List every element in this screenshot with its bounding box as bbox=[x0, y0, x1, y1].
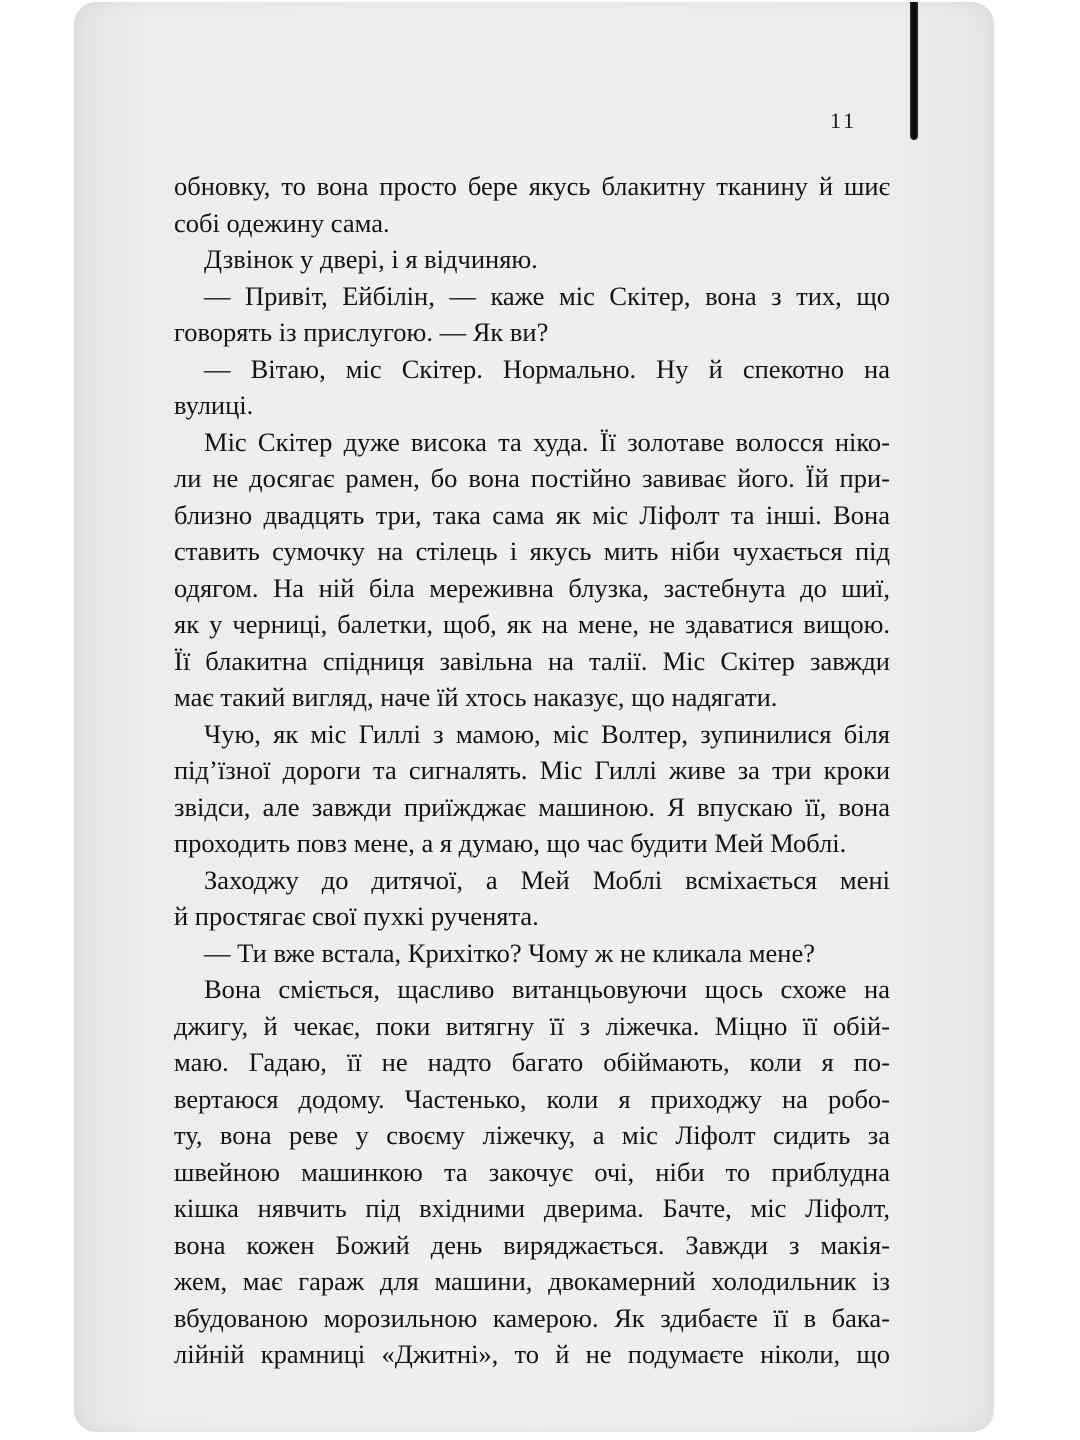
text-line: — Привіт, Ейбілін, — каже міс Скітер, вона з тих, що bbox=[204, 280, 890, 311]
text-line: Її блакитна спідниця завільна на талії. Міс Скітер завжди bbox=[174, 645, 890, 676]
text-line: ставить сумочку на стілець і якусь мить ніби чухається під bbox=[174, 536, 890, 566]
text-line: джигу, й чекає, поки витягну її з ліжечка. Міцно її обій- bbox=[174, 1010, 890, 1041]
page-number: 11 bbox=[830, 108, 858, 133]
text-line: жем, має гараж для машини, двокамерний холодильник із bbox=[174, 1266, 890, 1296]
text-line: як у черниці, балетки, щоб, як на мене, не здаватися вищою. bbox=[174, 609, 890, 639]
book-page bbox=[74, 2, 994, 1432]
text-line: швейною машинкою та закочує очі, ніби то приблудна bbox=[174, 1156, 890, 1187]
text-line: ли не досягає рамен, бо вона постійно завиває його. Їй при- bbox=[174, 463, 890, 493]
body-text bbox=[174, 168, 890, 1373]
text-line: обновку, то вона просто бере якусь блакитну тканину й шиє bbox=[174, 171, 890, 201]
text-line: вертаюся додому. Частенько, коли я приходжу на робо- bbox=[174, 1083, 890, 1114]
text-line: говорять із прислугою. — Як ви? bbox=[174, 317, 549, 347]
bookmark-ribbon bbox=[910, 2, 918, 140]
text-line: Чую, як міс Гиллі з мамою, міс Волтер, зупинилися біля bbox=[204, 718, 890, 749]
text-line: й простягає свої пухкі рученята. bbox=[174, 901, 539, 931]
text-line: лійній крамниці «Джитні», то й не подумаєте ніколи, що bbox=[174, 1339, 890, 1369]
text-line: маю. Гадаю, її не надто багато обіймають, коли я по- bbox=[174, 1047, 890, 1077]
text-line: одягом. На ній біла мереживна блузка, застебнута до шиї, bbox=[174, 572, 890, 603]
text-line: собі одежину сама. bbox=[174, 207, 390, 238]
text-line: має такий вигляд, наче їй хтось наказує, що надягати. bbox=[174, 682, 778, 712]
text-line: ту, вона реве у своєму ліжечку, а міс Ліфолт сидить за bbox=[174, 1120, 890, 1150]
text-line: близно двадцять три, така сама як міс Ліфолт та інші. Вона bbox=[174, 499, 890, 530]
text-line: Заходжу до дитячої, а Мей Моблі всміхається мені bbox=[204, 864, 890, 895]
text-line: вона кожен Божий день виряджається. Завжди з макія- bbox=[174, 1229, 890, 1260]
text-line: — Ти вже встала, Крихітко? Чому ж не кликала мене? bbox=[204, 937, 815, 968]
text-line: Вона сміється, щасливо витанцьовуючи щось схоже на bbox=[204, 974, 890, 1004]
text-line: Міс Скітер дуже висока та худа. Її золотаве волосся ніко- bbox=[204, 426, 890, 457]
text-line: — Вітаю, міс Скітер. Нормально. Ну й спекотно на bbox=[204, 353, 890, 384]
text-line: під’їзної дороги та сигналять. Міс Гиллі живе за три кроки bbox=[174, 755, 890, 785]
text-line: звідси, але завжди приїжджає машиною. Я впускаю її, вона bbox=[174, 791, 890, 822]
text-line: кішка нявчить під вхідними дверима. Бачте, міс Ліфолт, bbox=[174, 1193, 890, 1223]
text-line: вбудованою морозильною камерою. Як здибаєте її в бака- bbox=[174, 1302, 890, 1333]
text-line: Дзвінок у двері, і я відчиняю. bbox=[204, 244, 538, 274]
text-line: вулиці. bbox=[174, 390, 254, 420]
text-line: проходить повз мене, а я думаю, що час будити Мей Моблі. bbox=[174, 828, 847, 858]
